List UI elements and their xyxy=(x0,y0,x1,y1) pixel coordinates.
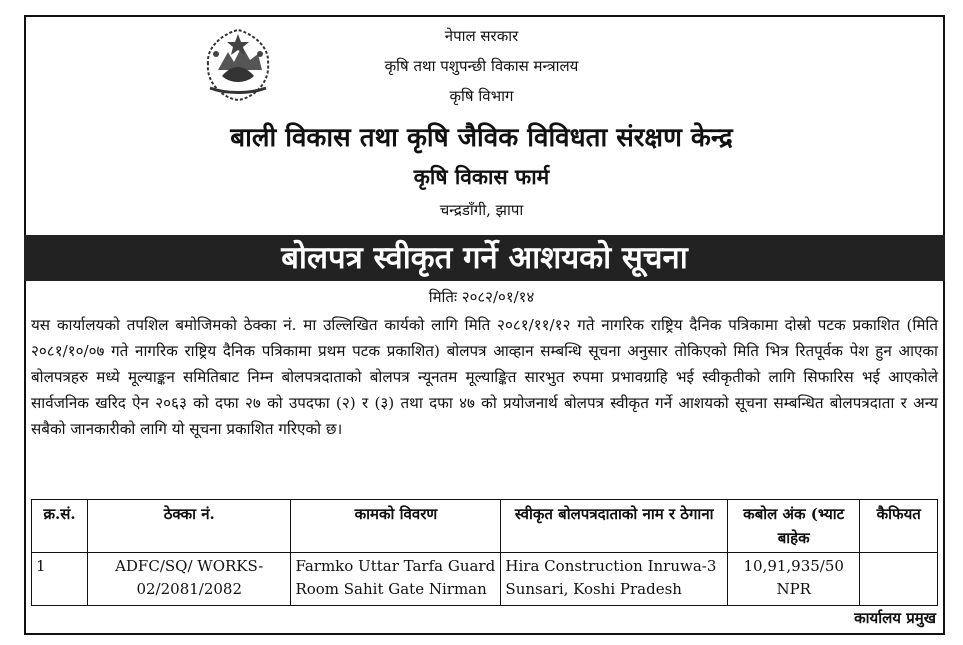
center-name: बाली विकास तथा कृषि जैविक विविधता संरक्षण केन्द्र xyxy=(230,123,733,153)
cell-sn: 1 xyxy=(32,553,88,606)
farm-name: कृषि विकास फार्म xyxy=(413,164,550,189)
cell-amount: 10,91,935/50 NPR xyxy=(727,553,860,606)
table-row xyxy=(32,553,938,606)
header-amount: कबोल अंक (भ्याट बाहेक xyxy=(727,500,860,553)
tender-table xyxy=(31,499,938,606)
notice-body: यस कार्यालयको तपशिल बमोजिमको ठेक्का नं. मा उल्लिखित कार्यको लागि मिति २०८१/११/१२ गते नागरिक राष्ट्रिय दैनिक पत्रिकामा दोस्रो पटक प्रकाशित (मिति २०८१/१०/०७ गते नागरिक राष्ट्रिय दैनिक पत्रिकामा प्रथम पटक प्रकाशित) बोलपत्र आव्हान सम्बन्धि सूचना अनुसार तोकिएको मिति भित्र रितपूर्वक पेश हुन आएका बोलपत्रहरु मध्ये मूल्याङ्कन समितिबाट निम्न बोलपत्रदाताको बोलपत्र न्यूनतम मूल्याङ्कित सारभुत रुपमा प्रभावग्राहि भई स्वीकृतीको लागि सिफारिस भई आएकोले सार्वजनिक खरिद ऐन २०६३ को दफा २७ को उपदफा (२) र (३) तथा दफा ४७ को प्रयोजनार्थ बोलपत्र स्वीकृत गर्ने आशयको सूचना सम्बन्धित बोलपत्रदाता र अन्य सबैको जानकारीको लागि यो सूचना प्रकाशित गरिएको छ। xyxy=(31,316,938,438)
ministry-name: कृषि तथा पशुपन्छी विकास मन्त्रालय xyxy=(384,57,579,75)
cell-remarks xyxy=(860,553,938,606)
signature: कार्यालय प्रमुख xyxy=(854,609,936,627)
header-bidder: स्वीकृत बोलपत्रदाताको नाम र ठेगाना xyxy=(501,500,728,553)
cell-work: Farmko Uttar Tarfa Guard Room Sahit Gate Nirman xyxy=(291,553,501,606)
header-remarks: कैफियत xyxy=(860,500,938,553)
cell-bidder: Hira Construction Inruwa-3 Sunsari, Koshi Pradesh xyxy=(501,553,728,606)
header-contract-no: ठेक्का नं. xyxy=(88,500,291,553)
location: चन्द्रडाँगी, झापा xyxy=(439,201,524,219)
cell-contract-no: ADFC/SQ/ WORKS-02/2081/2082 xyxy=(88,553,291,606)
government-name: नेपाल सरकार xyxy=(444,27,519,45)
header-sn: क्र.सं. xyxy=(32,500,88,553)
notice-title: बोलपत्र स्वीकृत गर्ने आशयको सूचना xyxy=(24,235,945,281)
header-work: कामको विवरण xyxy=(291,500,501,553)
table-header-row xyxy=(32,500,938,553)
notice-date: मितिः २०८२/०१/१४ xyxy=(428,288,535,306)
department-name: कृषि विभाग xyxy=(449,87,514,105)
